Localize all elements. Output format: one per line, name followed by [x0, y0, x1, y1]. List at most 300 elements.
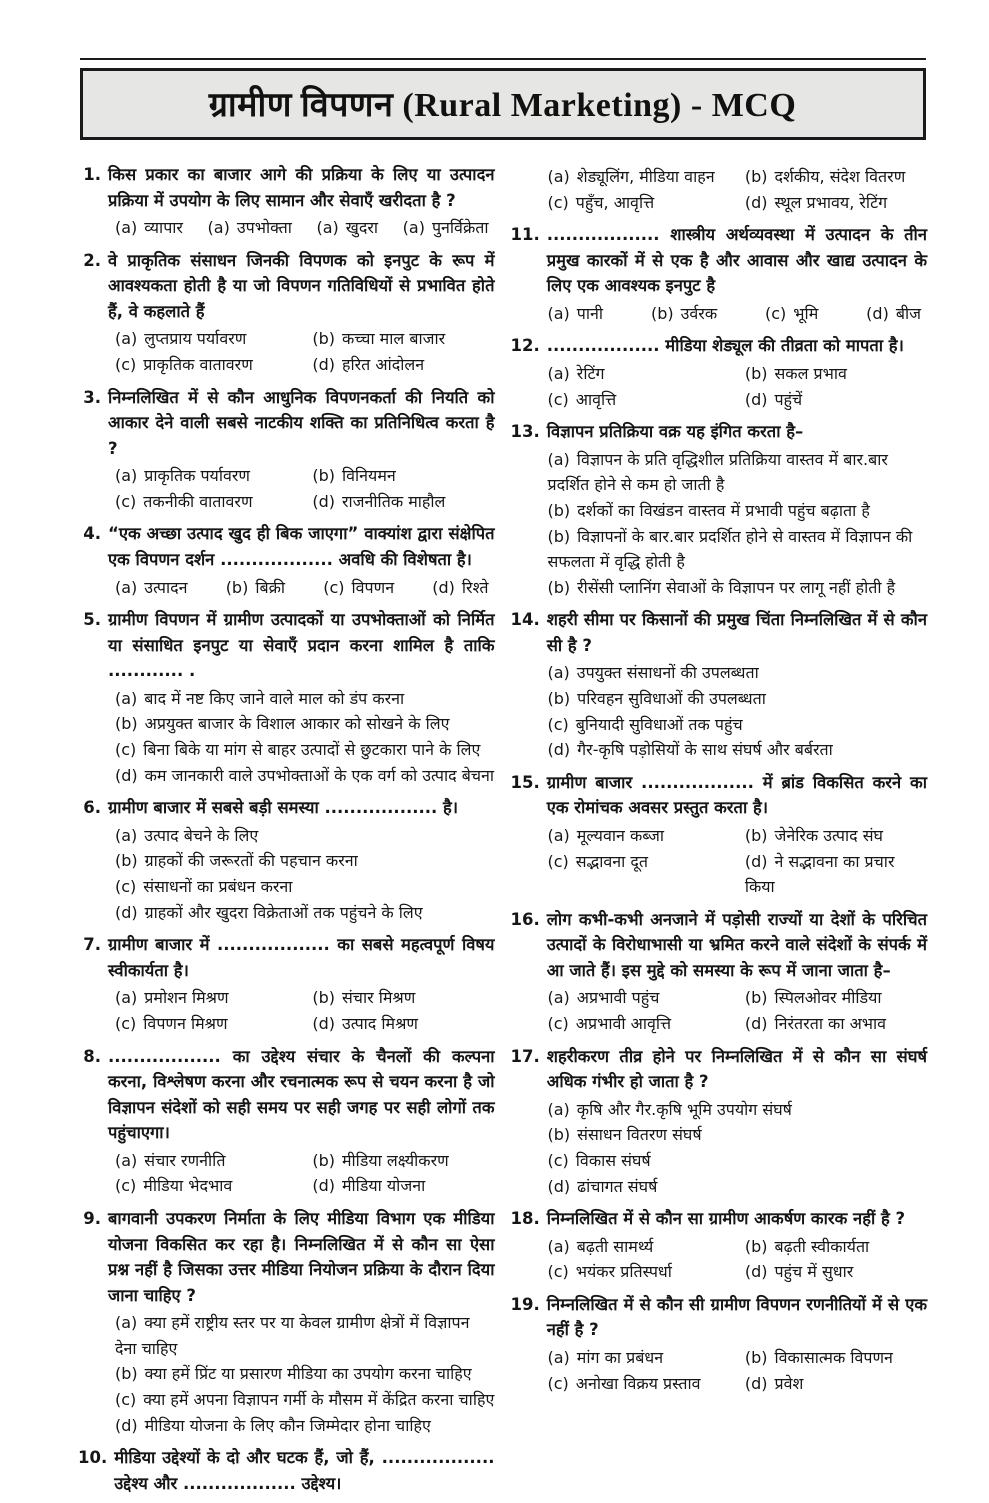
question-text: ग्रामीण बाजार में .................. का सबसे महत्वपूर्ण विषय स्वीकार्यता है।: [108, 935, 495, 980]
option-label: (c): [115, 1013, 137, 1033]
option-item: [317, 215, 379, 241]
question-number: 3.: [83, 387, 101, 407]
option-item: [745, 1259, 927, 1285]
options-list: [78, 575, 495, 601]
option-item: [745, 361, 927, 387]
option-text: परिवहन सुविधाओं की उपलब्धता: [577, 689, 766, 709]
question-head: [78, 1044, 495, 1146]
option-item: [323, 575, 394, 601]
option-text: कृषि और गैर.कृषि भूमि उपयोग संघर्ष: [576, 1099, 792, 1119]
question-text: वे प्राकृतिक संसाधन जिनकी विपणक को इनपुट के रूप में आवश्यकता होती है या जो विपणन गतिविधियों से प्रभावित होते हैं, वे कहलाते हैं: [108, 250, 495, 321]
option-item: [745, 387, 927, 413]
option-item: [115, 215, 183, 241]
question-text: बागवानी उपकरण निर्माता के लिए मीडिया विभाग एक मीडिया योजना विकसित कर रहा है। निम्नलिखित में से कौन सा ऐसा प्रश्न नहीं है जिसका उत्तर मीडिया नियोजन प्रक्रिया के दौरान दिया जाना चाहिए ?: [108, 1208, 495, 1305]
question-head: [511, 333, 928, 359]
options-list: [78, 686, 495, 788]
option-label: (a): [547, 825, 570, 845]
option-item: [226, 575, 285, 601]
page-title: ग्रामीण विपणन (Rural Marketing) - MCQ: [208, 87, 797, 124]
question-block: [511, 419, 928, 600]
option-label: (a): [402, 218, 425, 238]
options-list: [511, 164, 928, 215]
option-text: भयंकर प्रतिस्पर्धा: [575, 1262, 672, 1282]
option-label: (c): [115, 877, 137, 896]
option-text: पुनर्विक्रेता: [431, 218, 489, 238]
option-text: विकासात्मक विपणन: [774, 1348, 893, 1367]
question-block: [511, 607, 928, 763]
option-text: उर्वरक: [680, 303, 718, 323]
question-text: शहरीकरण तीव्र होने पर निम्नलिखित में से कौन सा संघर्ष अधिक गंभीर हो जाता है ?: [546, 1046, 927, 1092]
option-text: गैर-कृषि पड़ोसियों के साथ संघर्ष और बर्बरता: [577, 740, 833, 760]
question-number: 17.: [510, 1046, 540, 1066]
option-label: (d): [547, 1176, 571, 1196]
option-text: व्यापार: [144, 218, 183, 238]
right-column: [511, 162, 928, 1503]
option-label: (b): [115, 714, 138, 734]
question-number: 10.: [78, 1448, 108, 1468]
question-block: [511, 1044, 928, 1200]
option-label: (b): [312, 1150, 335, 1170]
option-label: (c): [115, 355, 137, 374]
option-text: अप्रभावी आवृत्ति: [575, 1014, 672, 1034]
question-head: [78, 162, 495, 213]
question-number: 11.: [510, 225, 540, 245]
option-text: पहुँच, आवृत्ति: [575, 192, 655, 212]
option-text: बढ़ती सामर्थ्य: [576, 1236, 654, 1256]
option-item: [745, 849, 927, 900]
question-text: निम्नलिखित में से कौन सा ग्रामीण आकर्षण कारक नहीं है ?: [546, 1209, 906, 1229]
option-item: [548, 1174, 928, 1200]
option-item: [745, 1345, 927, 1371]
option-label: (d): [115, 765, 138, 785]
option-label: (a): [115, 466, 138, 486]
option-label: (a): [207, 218, 230, 238]
question-number: 18.: [510, 1209, 540, 1229]
option-item: [312, 326, 494, 352]
question-head: [78, 248, 495, 325]
question-text: मीडिया उद्देश्यों के दो और घटक हैं, जो हैं, .................. उद्देश्य और .................. उद्देश्य।: [114, 1448, 495, 1493]
option-text: तकनीकी वातावरण: [143, 491, 253, 511]
option-label: (a): [115, 577, 138, 597]
option-label: (a): [115, 988, 138, 1008]
option-label: (a): [115, 1313, 138, 1333]
option-item: [312, 463, 494, 489]
left-column: [78, 162, 495, 1503]
question-text: ग्रामीण बाजार .................. में ब्रांड विकसित करने का एक रोमांचक अवसर प्रस्तुत करता है।: [546, 772, 927, 818]
option-item: [115, 823, 495, 849]
option-text: विज्ञापन के प्रति वृद्धिशील प्रतिक्रिया वास्तव में बार.बार प्रदर्शित होने से कम हो जाती है: [547, 449, 888, 495]
option-label: (d): [312, 355, 335, 374]
option-item: [548, 985, 745, 1011]
option-label: (d): [744, 1373, 768, 1393]
option-item: [115, 1148, 312, 1174]
options-list: [78, 326, 495, 377]
option-text: सद्भावना दूत: [575, 851, 648, 871]
option-text: बुनियादी सुविधाओं तक पहुंच: [575, 714, 743, 734]
option-item: [115, 326, 312, 352]
option-label: (c): [547, 1014, 569, 1034]
option-text: उत्पाद बेचने के लिए: [144, 825, 259, 845]
question-text: लोग कभी-कभी अनजाने में पड़ोसी राज्यों या देशों के परिचित उत्पादों के विरोधाभासी या भ्रमित करने वाले संदेशों के संपर्क में आ जाते हैं। इस मुद्दे को समस्या के रूप में जाना जाता है–: [546, 909, 927, 980]
option-text: मीडिया योजना: [341, 1176, 426, 1196]
option-text: संसाधनों का प्रबंधन करना: [143, 877, 293, 896]
option-item: [115, 1310, 495, 1361]
option-label: (c): [765, 303, 787, 323]
option-text: विपणन मिश्रण: [143, 1013, 228, 1033]
title-box: [80, 68, 926, 140]
option-text: अनोखा विक्रय प्रस्ताव: [575, 1373, 701, 1393]
option-text: क्या हमें अपना विज्ञापन गर्मी के मौसम में केंद्रित करना चाहिए: [143, 1389, 495, 1409]
option-label: (b): [547, 526, 571, 546]
option-item: [548, 1234, 745, 1260]
question-number: 6.: [83, 798, 101, 818]
question-number: 19.: [510, 1294, 540, 1314]
option-label: (b): [312, 988, 335, 1008]
options-list: [511, 1234, 928, 1285]
question-number: 13.: [510, 422, 540, 442]
option-label: (d): [744, 389, 768, 409]
option-item: [115, 737, 495, 763]
options-list: [78, 985, 495, 1036]
option-item: [312, 1148, 494, 1174]
option-item: [651, 301, 717, 327]
option-text: राजनीतिक माहौल: [341, 491, 446, 511]
option-text: प्रमोशन मिश्रण: [144, 988, 229, 1008]
question-head: [511, 607, 928, 658]
option-label: (b): [115, 851, 138, 871]
option-item: [548, 1122, 928, 1148]
option-label: (d): [432, 577, 455, 597]
option-item: [115, 575, 188, 601]
option-item: [548, 712, 928, 738]
option-item: [115, 1387, 495, 1413]
options-list: [511, 361, 928, 412]
question-text: निम्नलिखित में से कौन आधुनिक विपणनकर्ता की नियति को आकार देने वाली सबसे नाटकीय शक्ति का प्रतिनिधित्व करता है ?: [108, 387, 495, 458]
option-label: (c): [323, 577, 345, 597]
option-item: [115, 686, 495, 712]
option-text: उत्पाद मिश्रण: [341, 1013, 418, 1033]
question-head: [78, 521, 495, 572]
option-text: विज्ञापनों के बार.बार प्रदर्शित होने से वास्तव में विज्ञापन की सफलता में वृद्धि होती है: [547, 526, 913, 572]
options-list: [511, 660, 928, 762]
option-text: बिना बिके या मांग से बाहर उत्पादों से छुटकारा पाने के लिए: [143, 740, 481, 760]
question-block: [78, 1445, 495, 1496]
question-block: [78, 795, 495, 925]
question-text: .................. का उद्देश्य संचार के चैनलों की कल्पना करना, विश्लेषण करना और रचनात्मक रूप से चयन करना है जो विज्ञापन संदेशों को सही समय पर सही जगह पर सही लोगों तक पहुंचाएगा।: [108, 1046, 495, 1143]
option-item: [115, 711, 495, 737]
option-text: पहुंच में सुधार: [774, 1262, 854, 1282]
question-block: [78, 521, 495, 600]
option-item: [548, 190, 745, 216]
option-item: [745, 1234, 927, 1260]
option-text: पहुंचें: [774, 389, 803, 409]
option-text: प्राकृतिक पर्यावरण: [144, 466, 250, 486]
option-text: विनियमन: [341, 466, 396, 486]
option-item: [115, 985, 312, 1011]
option-item: [115, 1011, 312, 1037]
question-number: 12.: [510, 336, 540, 356]
question-number: 4.: [83, 524, 101, 544]
option-item: [115, 874, 495, 900]
option-text: उपभोक्ता: [236, 218, 292, 238]
option-text: हरित आंदोलन: [341, 355, 425, 374]
option-text: उत्पादन: [144, 577, 188, 597]
option-item: [115, 1173, 312, 1199]
option-text: पानी: [576, 303, 604, 323]
option-item: [548, 447, 928, 498]
option-label: (b): [115, 1364, 138, 1384]
option-item: [115, 1361, 495, 1387]
option-text: रीसेंसी प्लानिंग सेवाओं के विज्ञापन पर लागू नहीं होती है: [577, 577, 896, 597]
option-item: [745, 164, 927, 190]
option-text: जेनेरिक उत्पाद संघ: [774, 825, 883, 845]
options-list: [511, 985, 928, 1036]
question-block: [78, 1044, 495, 1199]
option-label: (a): [547, 1348, 570, 1367]
options-list: [78, 1148, 495, 1199]
option-item: [548, 575, 928, 601]
options-list: [511, 1097, 928, 1199]
option-text: संसाधन वितरण संघर्ष: [577, 1125, 702, 1145]
options-continuation-block: [511, 164, 928, 215]
option-text: दर्शकीय, संदेश वितरण: [774, 167, 906, 186]
option-label: (a): [115, 218, 138, 238]
question-number: 1.: [83, 165, 101, 184]
option-item: [403, 215, 489, 241]
option-label: (d): [547, 740, 571, 760]
question-block: [78, 1206, 495, 1438]
option-label: (d): [115, 1415, 138, 1435]
option-label: (d): [744, 1262, 768, 1282]
option-label: (c): [115, 1389, 137, 1409]
option-text: बीज: [895, 303, 921, 323]
option-text: स्पिलओवर मीडिया: [774, 988, 882, 1008]
option-label: (c): [547, 192, 569, 212]
option-label: (a): [115, 825, 138, 845]
option-label: (a): [547, 449, 570, 469]
option-label: (b): [547, 689, 571, 709]
question-text: विज्ञापन प्रतिक्रिया वक्र यह इंगित करता है–: [546, 422, 804, 442]
question-block: [78, 932, 495, 1036]
option-label: (a): [547, 1236, 570, 1256]
option-text: संचार मिश्रण: [341, 988, 416, 1008]
question-block: [78, 248, 495, 378]
question-block: [511, 1292, 928, 1396]
question-text: .................. शास्त्रीय अर्थव्यवस्था में उत्पादन के तीन प्रमुख कारकों में से एक है और आवास और खाद्य उत्पादन के लिए एक आवश्यक इनपुट है: [546, 225, 927, 296]
question-block: [78, 162, 495, 241]
option-text: कच्चा माल बाजार: [341, 329, 446, 349]
question-number: 8.: [83, 1046, 101, 1066]
option-label: (c): [547, 1262, 569, 1282]
option-item: [312, 985, 494, 1011]
question-head: [511, 907, 928, 984]
option-label: (b): [744, 825, 768, 845]
option-text: भूमि: [793, 303, 819, 323]
option-text: शेड्यूलिंग, मीडिया वाहन: [576, 167, 715, 186]
option-item: [548, 1345, 745, 1371]
option-item: [115, 763, 495, 789]
question-head: [511, 770, 928, 821]
question-number: 9.: [83, 1208, 101, 1228]
option-text: मीडिया लक्ष्यीकरण: [341, 1150, 449, 1170]
option-item: [745, 985, 927, 1011]
question-head: [78, 795, 495, 821]
option-item: [548, 1371, 745, 1397]
question-text: निम्नलिखित में से कौन सी ग्रामीण विपणन रणनीतियों में से एक नहीं है ?: [546, 1294, 927, 1340]
option-label: (c): [547, 1150, 569, 1170]
option-label: (c): [547, 1373, 569, 1393]
option-label: (b): [744, 1348, 768, 1367]
option-text: प्राकृतिक वातावरण: [143, 355, 253, 374]
option-text: ग्राहकों की जरूरतों की पहचान करना: [144, 851, 358, 871]
option-label: (d): [312, 1013, 335, 1033]
option-item: [548, 1259, 745, 1285]
option-item: [745, 1011, 927, 1037]
option-label: (d): [115, 902, 138, 922]
option-text: मूल्यवान कब्जा: [576, 825, 665, 845]
option-item: [548, 686, 928, 712]
option-item: [745, 823, 927, 849]
option-label: (b): [312, 329, 335, 349]
option-item: [312, 489, 494, 515]
option-item: [208, 215, 292, 241]
option-text: अप्रयुक्त बाजार के विशाल आकार को सोखने के लिए: [144, 714, 450, 734]
option-item: [312, 1011, 494, 1037]
option-item: [115, 848, 495, 874]
option-text: मीडिया भेदभाव: [143, 1176, 233, 1196]
option-item: [548, 1011, 745, 1037]
option-item: [115, 489, 312, 515]
option-label: (d): [312, 491, 335, 511]
option-label: (b): [312, 466, 335, 486]
question-head: [78, 607, 495, 684]
option-text: स्थूल प्रभावय, रेटिंग: [774, 192, 888, 212]
option-text: क्या हमें प्रिंट या प्रसारण मीडिया का उपयोग करना चाहिए: [144, 1364, 472, 1384]
option-item: [548, 361, 745, 387]
question-head: [78, 385, 495, 462]
options-list: [511, 1345, 928, 1396]
question-head: [78, 1206, 495, 1308]
option-label: (a): [547, 1099, 570, 1119]
option-item: [312, 352, 494, 378]
option-label: (c): [115, 491, 137, 511]
option-text: बिक्री: [255, 577, 286, 597]
option-label: (a): [547, 663, 570, 683]
question-head: [511, 1292, 928, 1343]
options-list: [78, 823, 495, 925]
option-label: (a): [547, 988, 570, 1008]
option-text: रिश्ते: [461, 577, 489, 597]
option-label: (b): [225, 577, 249, 597]
option-label: (a): [316, 218, 339, 238]
option-text: बाद में नष्ट किए जाने वाले माल को डंप करना: [144, 688, 405, 708]
option-text: ग्राहकों और खुदरा विक्रेताओं तक पहुंचने के लिए: [144, 902, 423, 922]
question-head: [511, 222, 928, 299]
option-label: (b): [744, 167, 768, 186]
question-head: [78, 1445, 495, 1496]
options-list: [78, 215, 495, 241]
option-item: [548, 164, 745, 190]
question-text: .................. मीडिया शेड्यूल की तीव्रता को मापता है।: [546, 336, 904, 356]
question-text: ग्रामीण बाजार में सबसे बड़ी समस्या .................. है।: [108, 798, 459, 818]
option-item: [115, 1413, 495, 1439]
option-label: (b): [547, 577, 571, 597]
option-label: (b): [547, 500, 571, 520]
option-label: (d): [744, 851, 768, 871]
question-text: किस प्रकार का बाजार आगे की प्रक्रिया के लिए या उत्पादन प्रक्रिया में उपयोग के लिए सामान और सेवाएँ खरीदता है ?: [108, 165, 495, 210]
option-text: लुप्तप्राय पर्यावरण: [144, 329, 247, 349]
option-item: [548, 387, 745, 413]
option-label: (c): [547, 389, 569, 409]
option-label: (a): [115, 688, 138, 708]
option-item: [548, 823, 745, 849]
option-label: (d): [312, 1176, 335, 1196]
option-item: [115, 463, 312, 489]
option-text: क्या हमें राष्ट्रीय स्तर पर या केवल ग्रामीण क्षेत्रों में विज्ञापन देना चाहिए: [115, 1313, 470, 1358]
option-item: [548, 524, 928, 575]
option-text: संचार रणनीति: [144, 1150, 226, 1170]
option-item: [548, 498, 928, 524]
question-block: [511, 907, 928, 1037]
option-item: [745, 190, 927, 216]
option-item: [312, 1173, 494, 1199]
option-text: ने सद्भावना का प्रचार किया: [744, 851, 895, 897]
question-number: 2.: [83, 250, 101, 270]
question-block: [511, 222, 928, 326]
option-label: (d): [866, 303, 889, 323]
question-block: [511, 1206, 928, 1285]
option-item: [745, 1371, 927, 1397]
option-text: रेटिंग: [576, 364, 605, 384]
option-text: आवृत्ति: [575, 389, 617, 409]
option-label: (b): [744, 364, 768, 384]
option-text: मीडिया योजना के लिए कौन जिम्मेदार होना चाहिए: [144, 1415, 431, 1435]
option-text: खुदरा: [345, 218, 379, 238]
option-label: (b): [744, 1236, 768, 1256]
option-label: (a): [115, 329, 138, 349]
question-block: [78, 607, 495, 788]
option-text: प्रवेश: [774, 1373, 804, 1393]
option-text: सकल प्रभाव: [774, 364, 847, 384]
option-label: (d): [744, 1014, 768, 1034]
option-item: [866, 301, 921, 327]
option-label: (a): [547, 364, 570, 384]
question-number: 15.: [510, 772, 540, 792]
question-text: ग्रामीण विपणन में ग्रामीण उत्पादकों या उपभोक्ताओं को निर्मित या संसाधित इनपुट या सेवाएँ प्रदान करना शामिल है ताकि ............ .: [108, 610, 495, 681]
option-text: निरंतरता का अभाव: [774, 1014, 887, 1034]
option-text: उपयुक्त संसाधनों की उपलब्धता: [576, 663, 759, 683]
title-top-rule: [80, 58, 926, 60]
option-item: [548, 1148, 928, 1174]
option-label: (c): [115, 1176, 137, 1196]
question-block: [511, 333, 928, 412]
question-block: [78, 385, 495, 515]
option-text: मांग का प्रबंधन: [576, 1348, 664, 1367]
options-list: [78, 1310, 495, 1438]
question-columns: [78, 162, 927, 1503]
option-label: (c): [547, 851, 569, 871]
options-list: [78, 463, 495, 514]
option-label: (b): [744, 988, 768, 1008]
option-item: [115, 352, 312, 378]
option-text: बढ़ती स्वीकार्यता: [774, 1236, 870, 1256]
option-label: (d): [744, 192, 768, 212]
question-number: 7.: [83, 935, 101, 955]
option-text: विपणन: [351, 577, 395, 597]
question-text: शहरी सीमा पर किसानों की प्रमुख चिंता निम्नलिखित में से कौन सी है ?: [546, 610, 927, 655]
option-text: विकास संघर्ष: [575, 1150, 651, 1170]
option-item: [432, 575, 488, 601]
